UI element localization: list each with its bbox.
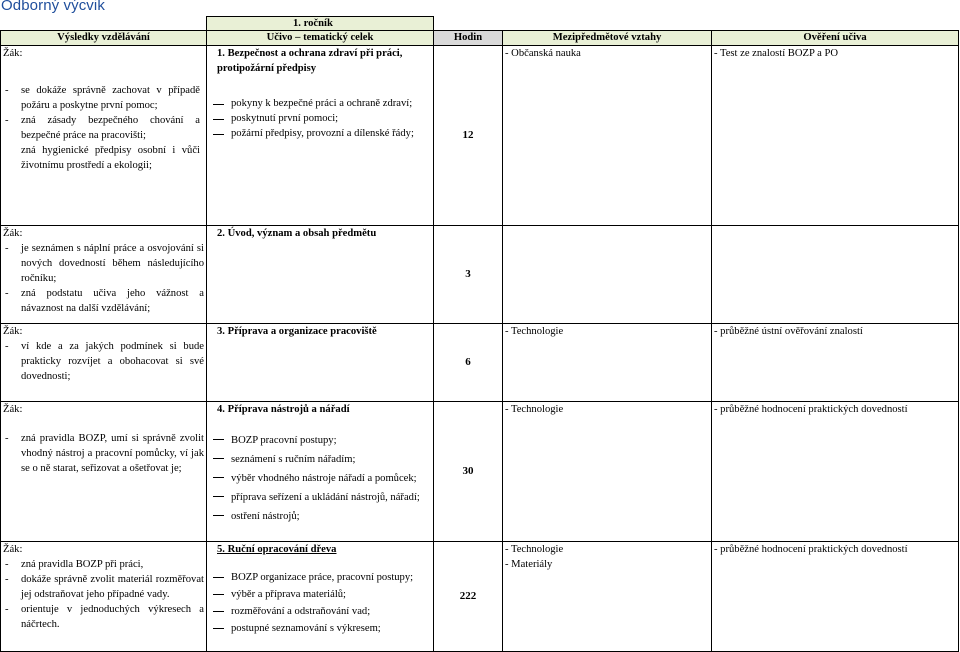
grade-cell: 1. ročník [207, 17, 434, 31]
verification-cell: - průběžné hodnocení praktických dovedností [714, 404, 908, 415]
col-hours: Hodin [434, 31, 503, 46]
verification-cell: - Test ze znalostí BOZP a PO [714, 48, 839, 59]
content-item: rozměřování a odstraňování vad; [209, 603, 431, 620]
zak-label: Žák: [3, 326, 23, 337]
outcome-item: - zná pravidla BOZP, umí si správně zvolit vhodný nástroj a pracovní pomůcky, ví jak se o ně starat, seřizovat a ošetřovat je; [3, 431, 204, 476]
relations-cell: - Technologie [505, 544, 564, 555]
content-item: příprava seřízení a ukládání nástrojů, nářadí; [209, 488, 431, 507]
zak-label: Žák: [3, 404, 23, 415]
table-row [1, 402, 959, 542]
column-header-row [1, 31, 959, 46]
relations-cell: - Materiály [505, 559, 553, 570]
topic-title: 2. Úvod, význam a obsah předmětu [217, 228, 377, 239]
content-item: BOZP organizace práce, pracovní postupy; [209, 569, 431, 586]
zak-label: Žák: [3, 48, 23, 59]
content-item: BOZP pracovní postupy; [209, 431, 431, 450]
content-item: výběr a příprava materiálů; [209, 586, 431, 603]
col-outcomes: Výsledky vzdělávání [1, 31, 207, 46]
col-content: Učivo – tematický celek [207, 31, 434, 46]
col-verification: Ověření učiva [712, 31, 959, 46]
relations-cell: - Technologie [505, 326, 564, 337]
outcome-item: - se dokáže správně zachovat v případě požáru a poskytne první pomoc; [3, 83, 200, 113]
relations-cell: - Technologie [505, 404, 564, 415]
outcome-item: zná hygienické předpisy osobní i vůči životnímu prostředí a ekologii; [21, 145, 200, 171]
hours-cell: 222 [434, 542, 503, 652]
topic-title: 4. Příprava nástrojů a nářadí [217, 404, 350, 415]
content-item: poskytnutí první pomoci; [209, 111, 431, 126]
col-relations: Mezipředmětové vztahy [503, 31, 712, 46]
zak-label: Žák: [3, 544, 23, 555]
hours-cell: 6 [434, 324, 503, 402]
verification-cell: - průběžné ústní ověřování znalostí [714, 326, 863, 337]
page-heading: Odborný výcvik [1, 0, 105, 14]
topic-title: 3. Příprava a organizace pracoviště [217, 326, 377, 337]
relations-cell: - Občanská nauka [505, 48, 581, 59]
content-item: výběr vhodného nástroje nářadí a pomůcek; [209, 469, 431, 488]
outcome-item: - dokáže správně zvolit materiál rozměřovat jej odstraňovat jeho případné vady. [3, 572, 204, 602]
zak-label: Žák: [3, 228, 23, 239]
topic-title [209, 542, 431, 557]
hours-cell: 3 [434, 226, 503, 324]
content-item: seznámení s ručním nářadím; [209, 450, 431, 469]
outcome-item: - zná pravidla BOZP při práci, [3, 557, 204, 572]
outcome-item: - ví kde a za jakých podmínek si bude prakticky rozvíjet a obohacovat si své dovednosti; [3, 339, 204, 384]
hours-cell: 12 [434, 46, 503, 226]
hours-cell: 30 [434, 402, 503, 542]
table-row [1, 226, 959, 324]
verification-cell: - průběžné hodnocení praktických dovedností [714, 544, 908, 555]
topic-title-text: 5. Ruční opracování dřeva [217, 544, 337, 555]
outcome-item: - zná podstatu učiva jeho vážnost a návaznost na další vzdělávání; [3, 286, 204, 316]
content-item: postupné seznamování s výkresem; [209, 620, 431, 637]
content-item: ostření nástrojů; [209, 507, 431, 526]
curriculum-table [0, 16, 959, 652]
outcome-item: - je seznámen s náplní práce a osvojování si nových dovedností během následujícího ročníku; [3, 241, 204, 286]
outcome-item: - orientuje v jednoduchých výkresech a náčrtech. [3, 602, 204, 632]
outcome-item: - zná zásady bezpečného chování a bezpečné práce na pracovišti; [3, 113, 200, 143]
topic-title: 1. Bezpečnost a ochrana zdraví při práci, protipožární předpisy [217, 48, 403, 74]
table-row [1, 46, 959, 226]
table-row [1, 324, 959, 402]
content-item: pokyny k bezpečné práci a ochraně zdraví; [209, 96, 431, 111]
table-row [1, 542, 959, 652]
content-item: požární předpisy, provozní a dílenské řády; [209, 126, 431, 141]
